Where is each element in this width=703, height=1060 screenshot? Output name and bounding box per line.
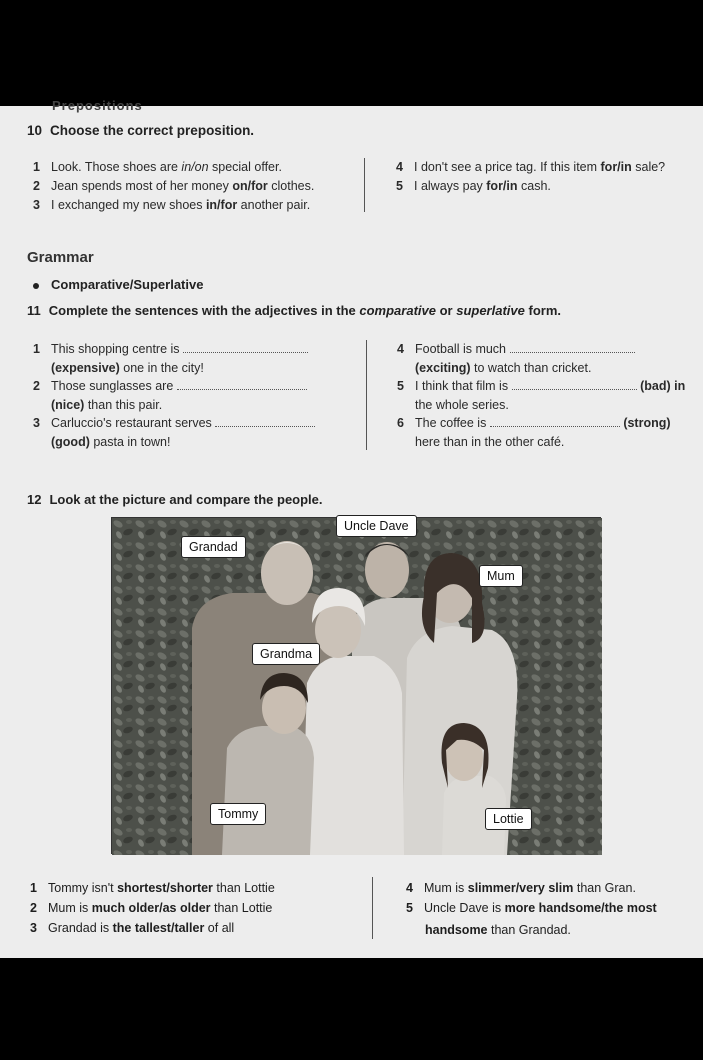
ex12-answer-5-cont: handsome than Grandad. xyxy=(425,923,571,937)
label-grandma: Grandma xyxy=(252,643,320,665)
ex11-item-4-cont: (exciting) to watch than cricket. xyxy=(415,361,592,375)
answer-blank[interactable] xyxy=(177,380,307,390)
ex12-answer-1: 1 Tommy isn't shortest/shorter than Lottie xyxy=(30,881,275,895)
ex12-answer-5: 5 Uncle Dave is more handsome/the most xyxy=(406,901,657,915)
column-divider xyxy=(372,877,373,939)
family-photo-illustration xyxy=(112,518,602,855)
workbook-page xyxy=(0,98,703,958)
exercise-12-title: 12 Look at the picture and compare the people. xyxy=(27,492,323,507)
ex12-answer-2: 2 Mum is much older/as older than Lottie xyxy=(30,901,273,915)
column-divider xyxy=(366,340,367,450)
ex10-item-1: 1 Look. Those shoes are in/on special offer. xyxy=(33,160,282,174)
ex11-item-5-cont: the whole series. xyxy=(415,398,509,412)
answer-blank[interactable] xyxy=(183,343,308,353)
bullet-icon xyxy=(33,283,39,289)
ex11-item-6-cont: here than in the other café. xyxy=(415,435,565,449)
label-grandad: Grandad xyxy=(181,536,246,558)
ex10-item-2: 2 Jean spends most of her money on/for clothes. xyxy=(33,179,315,193)
family-photo xyxy=(111,517,601,854)
ex11-item-1-cont: (expensive) one in the city! xyxy=(51,361,204,375)
preposition-choice[interactable]: in/on xyxy=(181,160,209,174)
preposition-choice[interactable]: on/for xyxy=(232,179,268,193)
ex11-item-4: 4 Football is much xyxy=(397,342,635,356)
ex12-answer-4: 4 Mum is slimmer/very slim than Gran. xyxy=(406,881,636,895)
ex10-item-5: 5 I always pay for/in cash. xyxy=(396,179,551,193)
ex11-item-1: 1 This shopping centre is xyxy=(33,342,308,356)
preposition-choice[interactable]: for/in xyxy=(600,160,632,174)
exercise-10-title xyxy=(27,123,254,138)
preposition-choice[interactable]: for/in xyxy=(486,179,518,193)
label-mum: Mum xyxy=(479,565,523,587)
preposition-choice[interactable]: in/for xyxy=(205,198,238,212)
ex11-item-6: 6 The coffee is (strong) xyxy=(397,416,671,430)
cut-off-heading: Prepositions xyxy=(52,98,143,113)
exercise-instruction: Choose the correct preposition. xyxy=(50,123,255,138)
ex11-item-2: 2 Those sunglasses are xyxy=(33,379,307,393)
label-tommy: Tommy xyxy=(210,803,266,825)
ex11-item-2-cont: (nice) than this pair. xyxy=(51,398,163,412)
exercise-number: 10 xyxy=(27,123,43,138)
answer-blank[interactable] xyxy=(510,343,635,353)
ex10-item-3: 3 I exchanged my new shoes in/for another pair. xyxy=(33,198,311,212)
answer-blank[interactable] xyxy=(215,417,315,427)
ex11-item-5: 5 I think that film is (bad) in xyxy=(397,379,686,393)
ex12-answer-3: 3 Grandad is the tallest/taller of all xyxy=(30,921,235,935)
exercise-11-title: 11 Complete the sentences with the adjectives in the comparative or superlative form. xyxy=(27,303,561,318)
label-uncle-dave: Uncle Dave xyxy=(336,515,417,537)
ex11-item-3: 3 Carluccio's restaurant serves xyxy=(33,416,315,430)
ex11-item-3-cont: (good) pasta in town! xyxy=(51,435,171,449)
column-divider xyxy=(364,158,365,212)
label-lottie: Lottie xyxy=(485,808,532,830)
grammar-topic: Comparative/Superlative xyxy=(33,277,203,292)
grammar-heading: Grammar xyxy=(27,249,94,266)
ex10-item-4: 4 I don't see a price tag. If this item for/in sale? xyxy=(396,160,666,174)
answer-blank[interactable] xyxy=(512,380,637,390)
answer-blank[interactable] xyxy=(490,417,620,427)
